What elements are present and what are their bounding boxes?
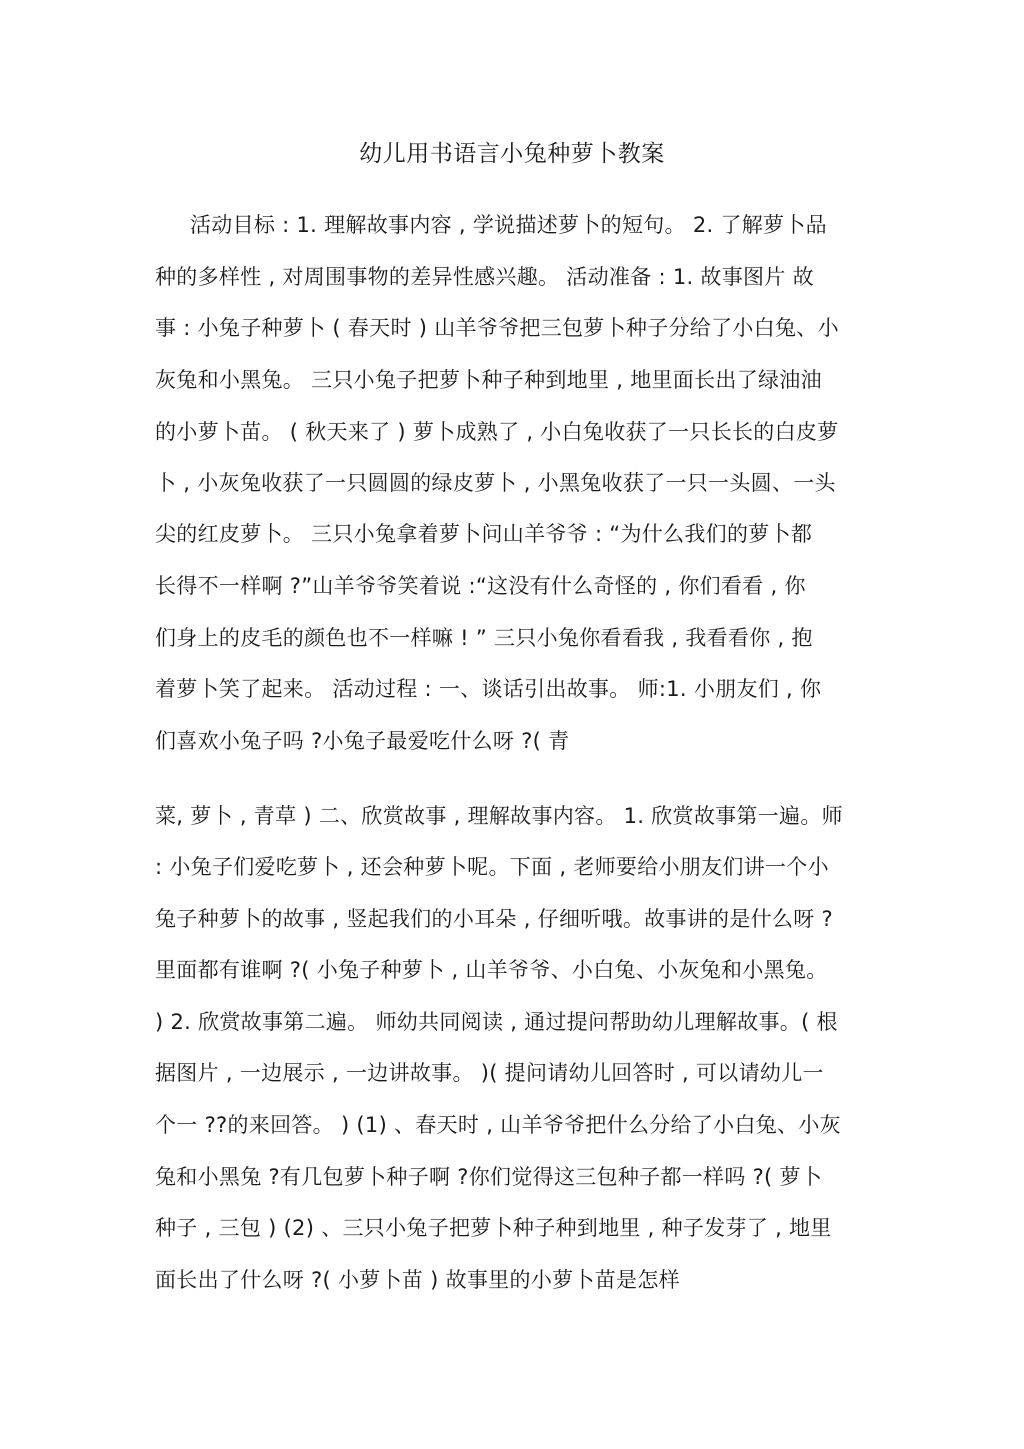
paragraph-line: ) 2. 欣赏故事第二遍。 师幼共同阅读 , 通过提问帮助幼儿理解故事。( 根 (155, 1010, 838, 1034)
paragraph-line: 们身上的皮毛的颜色也不一样嘛 ! ” 三只小兔你看看我 , 我看看你 , 抱 (155, 626, 813, 650)
paragraph-line: 卜 , 小灰兔收获了一只圆圆的绿皮萝卜 , 小黑兔收获了一只一头圆、一头 (155, 471, 836, 495)
paragraph-line: 个一 ??的来回答。 ) (1) 、春天时 , 山羊爷爷把什么分给了小白兔、小灰 (155, 1113, 841, 1137)
paragraph-line: 菜, 萝卜 , 青草 ) 二、欣赏故事 , 理解故事内容。 1. 欣赏故事第一遍。师 (155, 804, 843, 828)
paragraph-line: 兔和小黑兔 ?有几包萝卜种子啊 ?你们觉得这三包种子都一样吗 ?( 萝卜 (155, 1165, 823, 1189)
paragraph-line: 种子 , 三包 ) (2) 、三只小兔子把萝卜种子种到地里 , 种子发芽了 , 地里 (155, 1216, 832, 1240)
paragraph-line: 里面都有谁啊 ?( 小兔子种萝卜 , 山羊爷爷、小白兔、小灰兔和小黑兔。 (155, 958, 828, 982)
paragraph-line: 活动目标 : 1. 理解故事内容 , 学说描述萝卜的短句。 2. 了解萝卜品 (190, 213, 827, 237)
paragraph-line: 着萝卜笑了起来。 活动过程 : 一、谈话引出故事。 师:1. 小朋友们 , 你 (155, 677, 822, 701)
paragraph-line: 兔子种萝卜的故事 , 竖起我们的小耳朵 , 仔细听哦。故事讲的是什么呀 ? (155, 907, 833, 931)
paragraph-line: 长得不一样啊 ?”山羊爷爷笑着说 :“这没有什么奇怪的 , 你们看看 , 你 (155, 574, 806, 598)
paragraph-line: : 小兔子们爱吃萝卜 , 还会种萝卜呢。下面 , 老师要给小朋友们讲一个小 (155, 855, 829, 879)
paragraph-line: 据图片 , 一边展示 , 一边讲故事。 )( 提问请幼儿回答时 , 可以请幼儿一 (155, 1061, 824, 1085)
paragraph-line: 事 : 小兔子种萝卜 ( 春天时 ) 山羊爷爷把三包萝卜种子分给了小白兔、小 (155, 316, 839, 340)
paragraph-line: 们喜欢小兔子吗 ?小兔子最爱吃什么呀 ?( 青 (155, 729, 570, 753)
paragraph-line: 灰兔和小黑兔。 三只小兔子把萝卜种子种到地里 , 地里面长出了绿油油 (155, 368, 822, 392)
paragraph-line: 种的多样性 , 对周围事物的差异性感兴趣。 活动准备 : 1. 故事图片 故 (155, 265, 814, 289)
document-title: 幼儿用书语言小兔种萝卜教案 (359, 141, 665, 167)
paragraph-line: 尖的红皮萝卜。 三只小兔拿着萝卜问山羊爷爷 : “为什么我们的萝卜都 (155, 522, 813, 546)
paragraph-line: 面长出了什么呀 ?( 小萝卜苗 ) 故事里的小萝卜苗是怎样 (155, 1268, 680, 1292)
paragraph-line: 的小萝卜苗。 ( 秋天来了 ) 萝卜成熟了 , 小白兔收获了一只长长的白皮萝 (155, 420, 839, 444)
